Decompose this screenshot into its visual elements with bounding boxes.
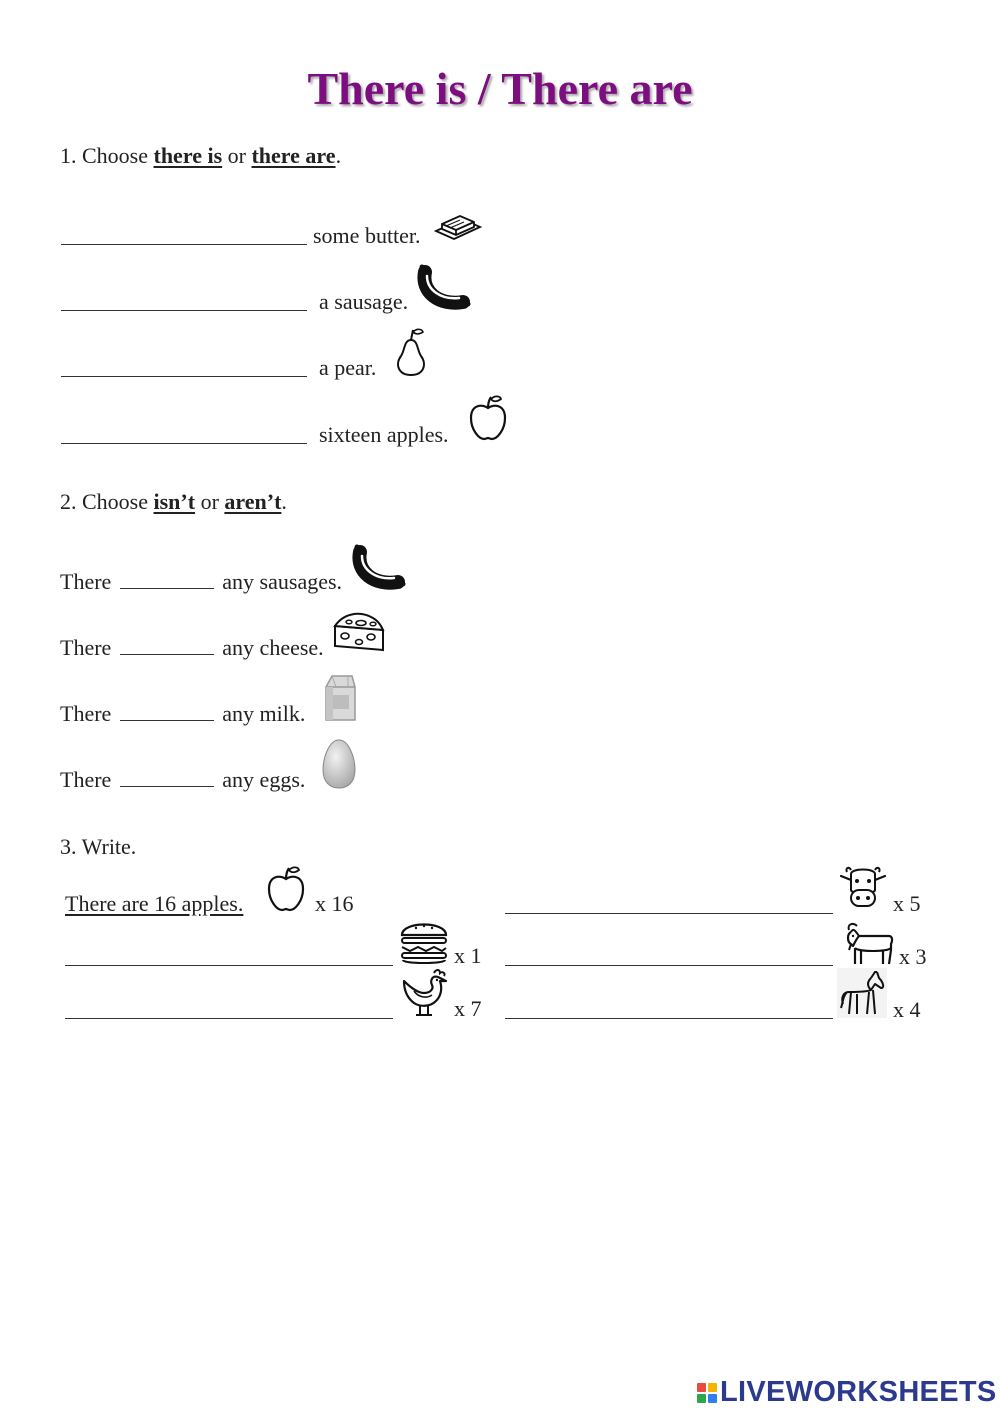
write-blank-goat[interactable] [505, 964, 833, 966]
sausage-icon [352, 542, 406, 590]
period: . [281, 489, 287, 514]
pear-icon [393, 326, 429, 378]
option-there-is: there is [153, 143, 223, 168]
connector-or: or [227, 143, 246, 168]
option-isnt: isn’t [153, 489, 196, 514]
egg-icon [321, 738, 357, 790]
page-title: There is / There are [307, 63, 693, 114]
count-horses: x 4 [893, 997, 921, 1022]
write-blank-cow[interactable] [505, 912, 833, 914]
sentence-milk [60, 701, 305, 727]
connector-or: or [200, 489, 219, 514]
cow-icon [837, 864, 889, 912]
sentence-apples: sixteen apples. [319, 422, 449, 447]
answer-blank-8[interactable] [120, 785, 214, 787]
apple-icon [265, 865, 307, 913]
count-cows: x 5 [893, 891, 921, 916]
brand-name: LIVEWORKSHEETS [720, 1376, 997, 1408]
cheese-icon [333, 610, 385, 652]
count-goats: x 3 [899, 944, 927, 969]
example-answer: There are 16 apples. [65, 891, 244, 916]
sentence-eggs [60, 767, 305, 793]
logo-blocks-icon [697, 1383, 717, 1403]
sentence-cheese [60, 635, 324, 661]
answer-blank-7[interactable] [120, 719, 214, 721]
answer-blank-1[interactable] [61, 243, 307, 245]
horse-icon [837, 968, 887, 1018]
sentence-pear: a pear. [319, 355, 377, 380]
sentence-sausages [60, 569, 342, 595]
sausage-icon [417, 262, 471, 310]
write-blank-horse[interactable] [505, 1017, 833, 1019]
period: . [335, 143, 342, 168]
subject-there: There [60, 569, 112, 594]
butter-icon [434, 211, 482, 243]
section-1-instruction: Choose [82, 143, 148, 168]
write-blank-chicken[interactable] [65, 1017, 393, 1019]
option-there-are: there are [251, 143, 336, 168]
subject-there: There [60, 635, 112, 660]
section-1-heading [60, 143, 341, 169]
count-chickens: x 7 [454, 996, 482, 1021]
answer-blank-2[interactable] [61, 309, 307, 311]
chicken-icon [400, 967, 448, 1019]
sentence-sausage: a sausage. [319, 289, 409, 314]
write-blank-burger[interactable] [65, 964, 393, 966]
section-2-heading [60, 489, 287, 515]
option-arent: aren’t [224, 489, 282, 514]
liveworksheets-logo[interactable] [697, 1376, 997, 1409]
apple-icon [467, 394, 509, 442]
burger-icon [399, 915, 449, 965]
sentence-text: any milk. [222, 701, 306, 726]
section-1-number: 1. [60, 143, 77, 168]
answer-blank-6[interactable] [120, 653, 214, 655]
section-3-heading: 3. Write. [60, 834, 137, 859]
answer-blank-4[interactable] [61, 442, 307, 444]
section-2-number: 2. [60, 489, 77, 514]
sentence-text: any eggs. [222, 767, 306, 792]
answer-blank-3[interactable] [61, 375, 307, 377]
count-burgers: x 1 [454, 943, 482, 968]
sentence-butter: some butter. [313, 223, 421, 248]
sentence-text: any cheese. [222, 635, 324, 660]
section-2-instruction: Choose [82, 489, 148, 514]
subject-there: There [60, 701, 112, 726]
count-apples: x 16 [315, 891, 354, 916]
answer-blank-5[interactable] [120, 587, 214, 589]
milk-carton-icon [322, 673, 358, 723]
goat-icon [843, 920, 895, 966]
subject-there: There [60, 767, 112, 792]
sentence-text: any sausages. [222, 569, 343, 594]
